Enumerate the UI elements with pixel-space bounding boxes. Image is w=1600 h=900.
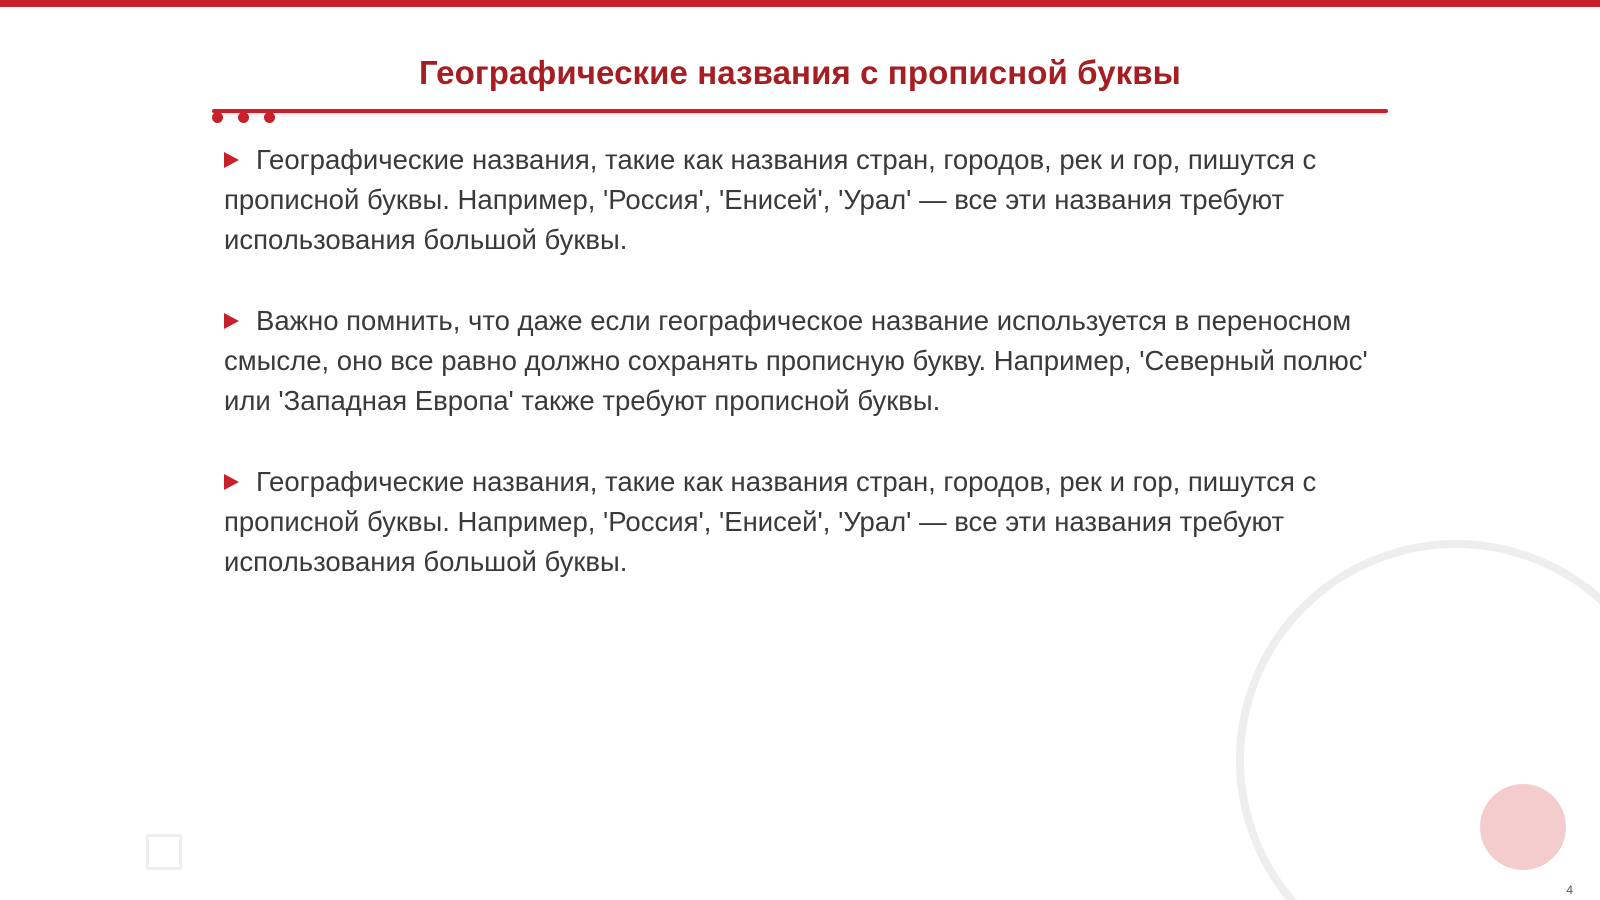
bullet-list xyxy=(224,140,1374,623)
triangle-right-icon xyxy=(224,152,239,168)
decor-dot xyxy=(238,112,249,123)
bullet-text: Географические названия, такие как названия стран, городов, рек и гор, пишутся с прописной буквы. Например, 'Россия', 'Енисей', 'Урал' — все эти названия требуют использования большой буквы. xyxy=(224,144,1317,255)
top-accent-bar xyxy=(0,0,1600,7)
triangle-right-icon xyxy=(224,313,239,329)
bullet-item xyxy=(224,301,1374,421)
slide-title: Географические названия с прописной буквы xyxy=(419,54,1181,91)
title-underline xyxy=(212,109,1388,113)
decor-square xyxy=(146,834,182,870)
bullet-text: Географические названия, такие как названия стран, городов, рек и гор, пишутся с прописной буквы. Например, 'Россия', 'Енисей', 'Урал' — все эти названия требуют использования большой буквы. xyxy=(224,466,1317,577)
decor-dot xyxy=(264,112,275,123)
triangle-right-icon xyxy=(224,474,239,490)
bullet-item xyxy=(224,462,1374,582)
decor-circle xyxy=(1480,784,1566,870)
decor-dot xyxy=(212,112,223,123)
page-number: 4 xyxy=(1566,883,1573,897)
bullet-text: Важно помнить, что даже если географическое название используется в переносном смысле, оно все равно должно сохранять прописную букву. Например, 'Северный полюс' или 'Западная Европа' также требуют прописной буквы. xyxy=(224,305,1368,416)
bullet-item xyxy=(224,140,1374,260)
